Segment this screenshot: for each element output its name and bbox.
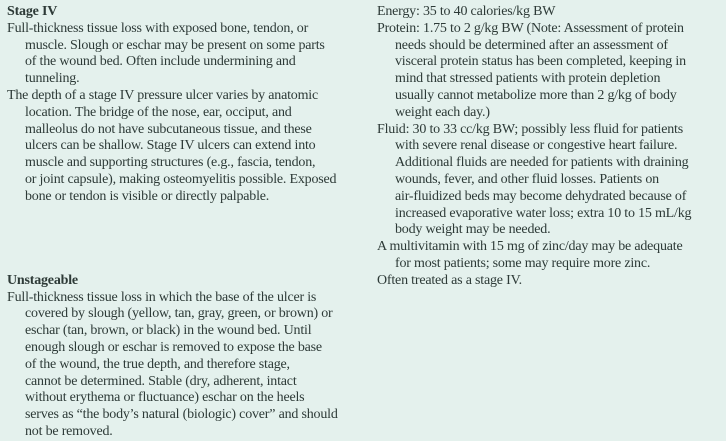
text-line: body weight may be needed. [395, 222, 551, 238]
paragraph [7, 21, 369, 88]
text-line: covered by slough (yellow, tan, gray, green, or brown) or [25, 306, 333, 322]
paragraph [7, 290, 369, 441]
text-line: serves as “the body’s natural (biologic) cover” and should [25, 407, 338, 423]
text-line: location. The bridge of the nose, ear, occiput, and [25, 104, 292, 120]
text-line: usually cannot metabolize more than 2 g/kg of body [395, 87, 677, 103]
text-line: or joint capsule), making osteomyelitis possible. Exposed [25, 171, 337, 187]
right-column [377, 4, 726, 290]
text-line: muscle. Slough or eschar may be present on some parts [25, 37, 325, 53]
text-line: increased evaporative water loss; extra 10 to 15 mL/kg [395, 205, 692, 221]
text-line: Full-thickness tissue loss in which the base of the ulcer is [7, 289, 317, 305]
text-line: Full-thickness tissue loss with exposed bone, tendon, or [7, 20, 309, 36]
text-line: The depth of a stage IV pressure ulcer varies by anatomic [7, 87, 318, 103]
text-line: Protein: 1.75 to 2 g/kg BW (Note: Assessment of protein [377, 20, 684, 36]
paragraph [377, 4, 726, 21]
section-gap [7, 206, 369, 273]
section-heading: Unstageable [7, 272, 78, 288]
text-line: tunneling. [25, 71, 80, 87]
text-line: Additional fluids are needed for patients with draining [395, 155, 689, 171]
text-line: of the wound bed. Often include undermining and [25, 54, 296, 70]
left-column [7, 4, 369, 441]
text-line: air-fluidized beds may become dehydrated because of [395, 188, 687, 204]
text-line: malleolus do not have subcutaneous tissue, and these [25, 121, 312, 137]
paragraph [377, 122, 726, 240]
text-line: visceral protein status has been completed, keeping in [395, 54, 686, 70]
text-line: ulcers can be shallow. Stage IV ulcers can extend into [25, 138, 316, 154]
paragraph [377, 273, 726, 290]
text-line: A multivitamin with 15 mg of zinc/day may be adequate [377, 239, 683, 255]
text-line: bone or tendon is visible or directly palpable. [25, 188, 270, 204]
text-line: not be removed. [25, 423, 113, 439]
text-line: weight each day.) [395, 104, 490, 120]
text-line: needs should be determined after an assessment of [395, 37, 668, 53]
text-line: Fluid: 30 to 33 cc/kg BW; possibly less fluid for patients [377, 121, 683, 137]
text-line: cannot be determined. Stable (dry, adherent, intact [25, 373, 297, 389]
paragraph [377, 239, 726, 273]
text-line: with severe renal disease or congestive heart failure. [395, 138, 678, 154]
text-line: eschar (tan, brown, or black) in the wound bed. Until [25, 323, 312, 339]
section-heading: Stage IV [7, 4, 58, 19]
text-line: for most patients; some may require more zinc. [395, 255, 651, 271]
text-line: Often treated as a stage IV. [377, 272, 522, 288]
text-line: Energy: 35 to 40 calories/kg BW [377, 4, 556, 19]
text-line: mind that stressed patients with protein depletion [395, 71, 661, 87]
text-line: enough slough or eschar is removed to expose the base [25, 339, 322, 355]
text-line: wounds, fever, and other fluid losses. Patients on [395, 171, 659, 187]
paragraph [377, 21, 726, 122]
text-line: muscle and supporting structures (e.g., fascia, tendon, [25, 155, 316, 171]
text-line: without erythema or fluctuance) eschar on the heels [25, 390, 305, 406]
text-line: of the wound, the true depth, and therefore stage, [25, 356, 290, 372]
paragraph [7, 88, 369, 206]
